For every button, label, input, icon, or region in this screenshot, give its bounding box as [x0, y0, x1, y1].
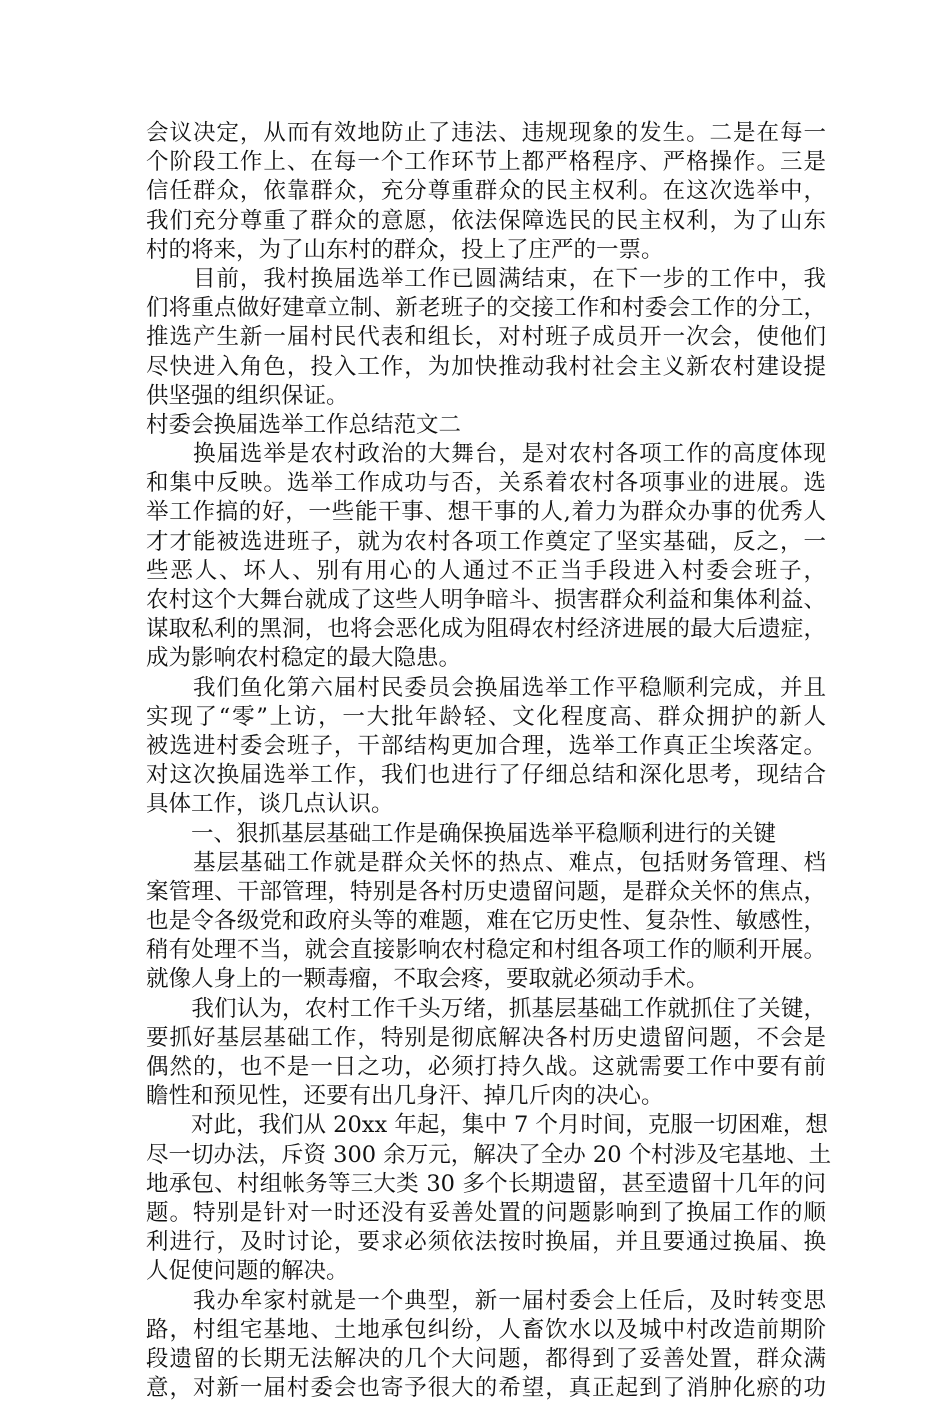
text-line: 尽快进入角色，投入工作，为加快推动我村社会主义新农村建设提 — [146, 353, 826, 380]
text-line: 村的将来，为了山东村的群众，投上了庄严的一票。 — [146, 236, 664, 263]
text-line: 尽一切办法，斥资 300 余万元，解决了全办 20 个村涉及宅基地、土 — [146, 1141, 832, 1168]
text-line: 对此，我们从 20xx 年起，集中 7 个月时间，克服一切困难，想 — [146, 1112, 828, 1139]
text-line: 我办牟家村就是一个典型，新一届村委会上任后，及时转变思 — [146, 1287, 826, 1314]
text-line: 我们充分尊重了群众的意愿，依法保障选民的民主权利，为了山东 — [146, 207, 826, 234]
text-line: 一、狠抓基层基础工作是确保换届选举平稳顺利进行的关键 — [146, 820, 777, 847]
text-line: 才才能被选进班子，就为农村各项工作奠定了坚实基础，反之，一 — [146, 528, 826, 555]
text-line: 就像人身上的一颗毒瘤，不取会疼，要取就必须动手术。 — [146, 966, 709, 993]
text-line: 谋取私利的黑洞，也将会恶化成为阻碍农村经济进展的最大后遗症， — [146, 616, 826, 643]
text-line: 对这次换届选举工作，我们也进行了仔细总结和深化思考，现结合 — [146, 762, 826, 789]
text-line: 意，对新一届村委会也寄予很大的希望，真正起到了消肿化瘀的功 — [146, 1375, 826, 1402]
text-line: 农村这个大舞台就成了这些人明争暗斗、损害群众利益和集体利益、 — [146, 587, 826, 613]
text-line: 地承包、村组帐务等三大类 30 多个长期遗留，甚至遗留十几年的问 — [146, 1170, 826, 1197]
text-line: 具体工作，谈几点认识。 — [146, 791, 394, 818]
text-line: 些恶人、坏人、别有用心的人通过不正当手段进入村委会班子， — [146, 557, 826, 584]
text-line: 推选产生新一届村民代表和组长，对村班子成员开一次会，使他们 — [146, 324, 826, 351]
text-line: 目前，我村换届选举工作已圆满结束，在下一步的工作中，我 — [146, 265, 826, 292]
text-line: 换届选举是农村政治的大舞台，是对农村各项工作的高度体现 — [146, 441, 826, 468]
text-line: 案管理、干部管理，特别是各村历史遗留问题，是群众关怀的焦点， — [146, 878, 826, 905]
text-line: 基层基础工作就是群众关怀的热点、难点，包括财务管理、档 — [146, 849, 826, 876]
text-line: 瞻性和预见性，还要有出几身汗、掉几斤肉的决心。 — [146, 1083, 664, 1110]
text-line: 被选进村委会班子，干部结构更加合理，选举工作真正尘埃落定。 — [146, 732, 826, 759]
text-line: 我们认为，农村工作千头万绪，抓基层基础工作就抓住了关键， — [146, 995, 826, 1022]
text-line: 题。特别是针对一时还没有妥善处置的问题影响到了换届工作的顺 — [146, 1199, 826, 1226]
text-line: 供坚强的组织保证。 — [146, 382, 349, 409]
text-line: 人促使问题的解决。 — [146, 1258, 349, 1285]
text-line: 段遗留的长期无法解决的几个大问题，都得到了妥善处置，群众满 — [146, 1345, 826, 1372]
text-line: 举工作搞的好，一些能干事、想干事的人,着力为群众办事的优秀人 — [146, 499, 826, 526]
text-line: 们将重点做好建章立制、新老班子的交接工作和村委会工作的分工， — [146, 295, 826, 322]
text-line: 会议决定，从而有效地防止了违法、违规现象的发生。二是在每一 — [146, 120, 826, 146]
text-line: 利进行，及时讨论，要求必须依法按时换届，并且要通过换届、换 — [146, 1229, 826, 1256]
text-line: 也是令各级党和政府头等的难题，难在它历史性、复杂性、敏感性， — [146, 908, 826, 935]
text-line: 路，村组宅基地、土地承包纠纷，人畜饮水以及城中村改造前期阶 — [146, 1316, 826, 1343]
text-line: 成为影响农村稳定的最大隐患。 — [146, 645, 462, 672]
text-line: 个阶段工作上、在每一个工作环节上都严格程序、严格操作。三是 — [146, 149, 826, 176]
text-line: 稍有处理不当，就会直接影响农村稳定和村组各项工作的顺利开展。 — [146, 937, 826, 964]
text-line: 偶然的，也不是一日之功，必须打持久战。这就需要工作中要有前 — [146, 1054, 826, 1080]
text-line: 要抓好基层基础工作，特别是彻底解决各村历史遗留问题，不会是 — [146, 1024, 826, 1051]
text-line: 信任群众，依靠群众，充分尊重群众的民主权利。在这次选举中， — [146, 178, 826, 205]
text-line: 我们鱼化第六届村民委员会换届选举工作平稳顺利完成，并且 — [146, 674, 826, 701]
text-line: 实现了“零”上访，一大批年龄轻、文化程度高、群众拥护的新人 — [146, 703, 826, 730]
text-line: 村委会换届选举工作总结范文二 — [146, 411, 462, 438]
text-line: 和集中反映。选举工作成功与否，关系着农村各项事业的进展。选 — [146, 470, 826, 497]
document-body — [146, 119, 832, 1403]
